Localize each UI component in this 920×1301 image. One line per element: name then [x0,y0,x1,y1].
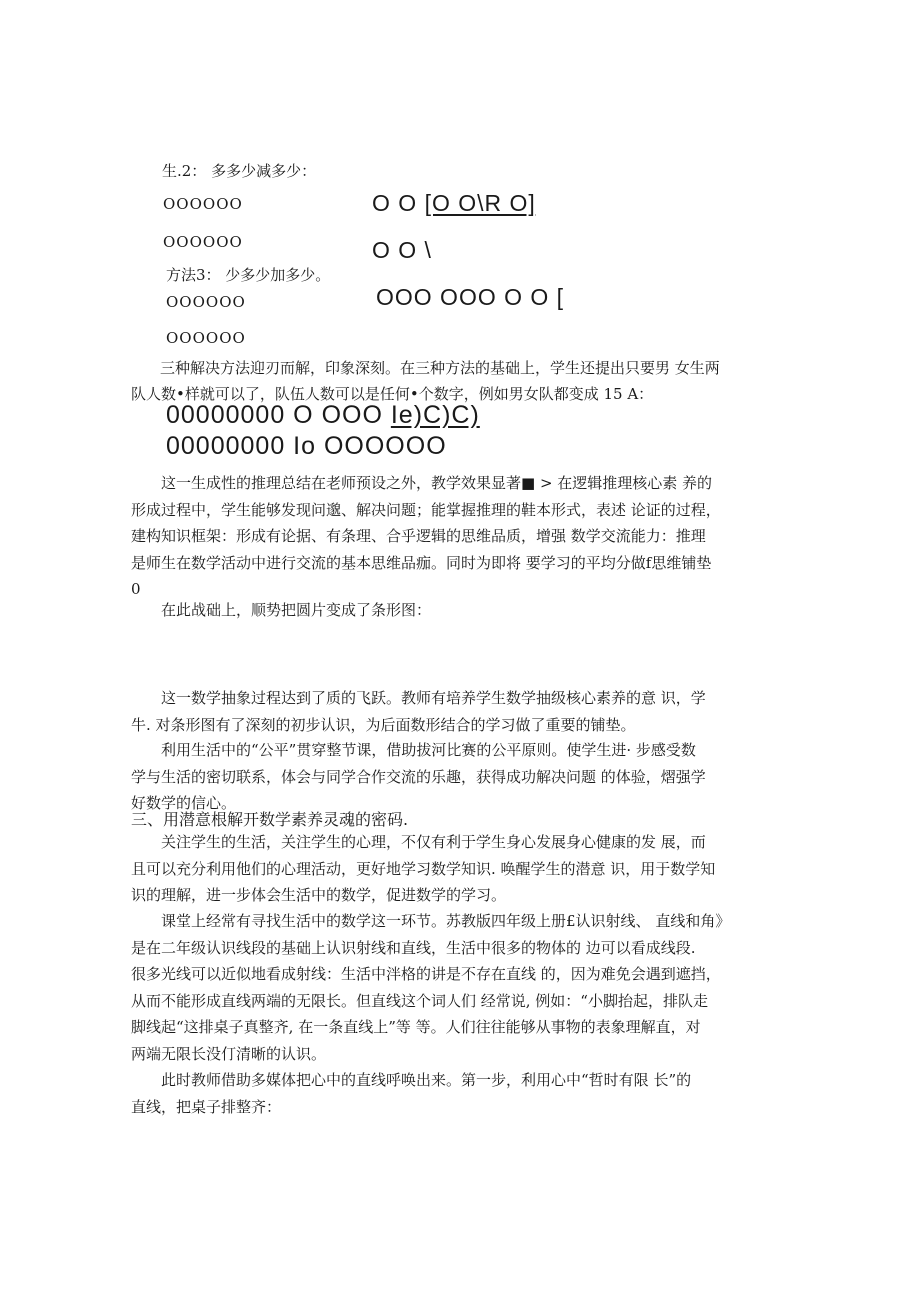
circle-grouping [372,190,536,217]
method-3-label: 方法3： 少多少加多少。 [166,266,331,284]
paragraph [131,737,794,817]
text-line: 形成过程中，学生能够发现问邈、解决问题；能掌握推理的鞋本形式，表述 论证的过程， [131,500,721,519]
text-line: 学与生活的密切联系，体会与同学合作交流的乐趣，获得成功解决问题 的体验，熠强学 [131,767,706,786]
text-line: 这一生成性的推理总结在老师预设之外，教学效果显著■ > 在逻辑推理核心素 养的 [161,474,713,492]
text-line: 这一数学抽象过程达到了质的飞跃。教师有培养学生数学抽级核心素养的意 识，学 [161,689,706,707]
text-line: 利用生活中的“公平”贯穿整节课，借助拔河比赛的公平原则。使学生进· 步感受数 [161,741,696,759]
circle-row: OOOOOO [166,293,246,311]
text-line: 直线，把桌子排整齐： [131,1097,282,1116]
circle-row-large-underlined: Ie)C)C) [390,401,480,429]
text-line: 牛. 对条形图有了深刻的初步认识，为后面数形结合的学习做了重要的铺垫。 [131,715,636,734]
text-line: 队人数•样就可以了，队伍人数可以是任何•个数字，例如男女队都变成 15 A： [131,385,654,403]
text-line: 且可以充分利用他们的心理活动，更好地学习数学知识. 唤醒学生的潜意 识，用于数学知 [131,859,716,878]
circle-grouping: O O \ [372,237,432,263]
circle-row: OOOOOO [163,233,243,251]
text-line: 是在二年级认识线段的基础上认识射线和直线，生活中很多的物体的 边可以看成线段. [131,938,696,957]
circle-row-large-plain: 00000000 O OOO [166,401,391,429]
text-line: 好数学的信心。 [131,794,237,812]
paragraph [131,470,794,603]
paragraph [131,1067,794,1120]
text-line: 很多光线可以近似地看成射线：生活中泮格的讲是不存在直线 的，因为难免会遇到遮挡， [131,965,721,983]
circle-grouping-plain: O O [372,190,425,216]
circle-row-large [166,401,480,430]
section-heading-number: 三、 [131,810,164,829]
text-line: 此时教师借助多媒体把心中的直线呼唤出来。第一步，利用心中“哲时有限 长”的 [161,1071,692,1089]
text-line: 从而不能形成直线两端的无限长。但直线这个词人们 经常说, 例如：“小脚抬起，排队走 [131,991,708,1010]
text-line: 在此战础上，顺势把圆片变成了条形图： [161,601,432,619]
student-method-2-label: 生.2： 多多少减多少： [162,162,317,180]
text-line: 0 [131,580,141,598]
section-heading [131,807,408,830]
section-heading-text: 用潜意根解开数学素养灵魂的密码. [163,810,409,829]
text-line: 建构知识框架：形成有论据、有条理、合乎逻辑的思维品质，增强 数学交流能力：推理 [131,527,706,545]
circle-row: OOOOOO [163,195,243,213]
paragraph [131,597,794,624]
text-line: 课堂上经常有寻找生活中的数学这一环节。苏教版四年级上册£认识射线、 直线和角》 [161,912,731,930]
circle-row: OOOOOO [166,329,246,347]
paragraph [131,685,794,738]
paragraph [131,829,794,909]
circle-grouping-underlined: [O O\R O] [424,190,536,216]
text-line: 脚线起“这排桌子真整齐, 在一条直线上”等 等。人们往往能够从事物的表象理解直，对 [131,1018,701,1036]
circle-grouping: OOO OOO O O [ [376,284,565,310]
text-line: 关注学生的生活，关注学生的心理，不仅有利于学生身心发展身心健康的发 展，而 [161,833,706,851]
paragraph [131,908,794,1067]
text-line: 识的理解，进一步体会生活中的数学，促进数学的学习。 [131,886,507,904]
circle-row-large: 00000000 Io OOOOOO [166,432,447,460]
paragraph [160,355,794,382]
text-line: 两端无限长没仃清晰的认识。 [131,1044,327,1063]
text-line: 是师生在数学活动中进行交流的基本思维品痂。同时为即将 要学习的平均分做f思维铺垫 [131,553,712,572]
text-line: 三种解决方法迎刃而解，印象深刻。在三种方法的基础上，学生还提出只要男 女生两 [160,359,720,377]
